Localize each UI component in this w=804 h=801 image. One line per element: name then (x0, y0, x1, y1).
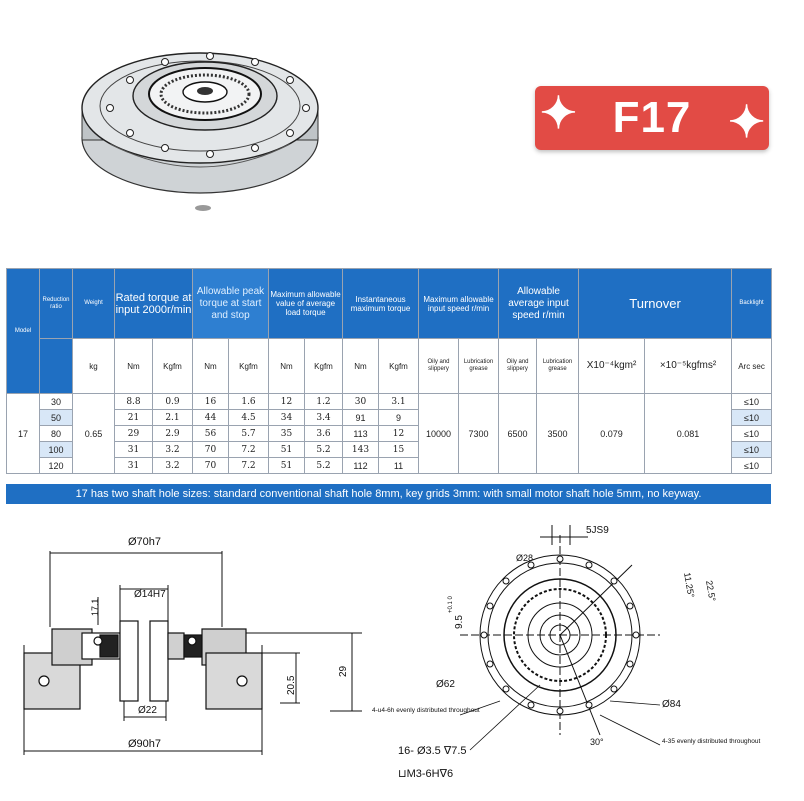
holes-16: 16- Ø3.5 ∇7.5 (398, 745, 467, 757)
table-cell: 29 (115, 426, 153, 442)
dim-28: Ø28 (516, 553, 534, 563)
table-cell: 8.8 (115, 394, 153, 410)
table-cell: ≤10 (732, 426, 772, 442)
header-avg-input-speed: Allowable average input speed r/min (499, 269, 579, 339)
table-cell: 4.5 (229, 410, 269, 426)
dim-11-25: 11.25° (682, 571, 697, 599)
table-cell: 5.2 (305, 458, 343, 474)
table-cell: 56 (193, 426, 229, 442)
header-weight: Weight (73, 269, 115, 339)
table-cell: 50 (40, 410, 73, 426)
table-cell: 0.65 (73, 394, 115, 474)
table-cell: 2.9 (153, 426, 193, 442)
table-cell: 2.1 (153, 410, 193, 426)
table-cell: 44 (193, 410, 229, 426)
table-cell: 7.2 (229, 442, 269, 458)
table-cell: 3.2 (153, 442, 193, 458)
table-cell: 80 (40, 426, 73, 442)
table-cell: 51 (269, 458, 305, 474)
header-reduction: Reduction ratio (40, 269, 73, 339)
table-cell: 1.2 (305, 394, 343, 410)
table-cell: 70 (193, 442, 229, 458)
header-instant-torque: Instantaneous maximum torque (343, 269, 419, 339)
header-peak-torque: Allowable peak torque at start and stop (193, 269, 269, 339)
table-cell: 15 (379, 442, 419, 458)
table-cell: 12 (379, 426, 419, 442)
table-cell: 35 (269, 426, 305, 442)
table-cell: 0.081 (645, 394, 732, 474)
table-cell: 0.079 (579, 394, 645, 474)
table-cell: 17 (7, 394, 40, 474)
header-avg-load-torque: Maximum allowable value of average load torque (269, 269, 343, 339)
model-badge (535, 86, 769, 150)
note-holes-2: 4-35 evenly distributed throughout (662, 738, 761, 745)
table-cell: 3500 (537, 394, 579, 474)
dim-29: 29 (338, 665, 349, 677)
dim-5js9: 5JS9 (586, 525, 609, 536)
unit-inertia-kgm2: X10⁻⁴kgm² (579, 339, 645, 394)
table-cell: ≤10 (732, 442, 772, 458)
table-row (7, 394, 772, 410)
dim-84: Ø84 (662, 699, 681, 710)
dim-70h7: Ø70h7 (128, 536, 162, 548)
table-cell: 120 (40, 458, 73, 474)
table-cell: 31 (115, 442, 153, 458)
tol-9-5: +0.1 0 (448, 596, 454, 613)
dim-20-5: 20.5 (286, 675, 297, 695)
table-cell: 34 (269, 410, 305, 426)
unit-inertia-kgfms2: ×10⁻⁵kgfms² (645, 339, 732, 394)
table-cell: 7300 (459, 394, 499, 474)
table-cell: 51 (269, 442, 305, 458)
unit-kg: kg (73, 339, 115, 394)
header-turnover: Turnover (579, 269, 732, 339)
table-cell: 3.4 (305, 410, 343, 426)
table-cell: 31 (115, 458, 153, 474)
header-backlight: Backlight (732, 269, 772, 339)
table-cell: 1.6 (229, 394, 269, 410)
table-cell: 3.6 (305, 426, 343, 442)
header-max-input-speed: Maximum allowable input speed r/min (419, 269, 499, 339)
table-cell: 7.2 (229, 458, 269, 474)
model-badge-label: F17 (612, 93, 692, 142)
table-cell: 70 (193, 458, 229, 474)
dim-22: Ø22 (138, 705, 157, 716)
table-cell: ≤10 (732, 458, 772, 474)
shaft-hole-note: 17 has two shaft hole sizes: standard conventional shaft hole 8mm, key grids 3mm: with small motor shaft hole 5mm, no keyway. (6, 484, 771, 504)
table-cell: ≤10 (732, 410, 772, 426)
dim-22-5: 22.5° (704, 579, 718, 603)
table-cell: 100 (40, 442, 73, 458)
table-cell: 143 (343, 442, 379, 458)
table-cell: 5.2 (305, 442, 343, 458)
table-cell: 0.9 (153, 394, 193, 410)
table-cell: 5.7 (229, 426, 269, 442)
table-cell: 30 (343, 394, 379, 410)
dim-17-1: 17.1 (90, 598, 100, 616)
harmonic-reducer-photo (70, 18, 350, 218)
sparkle-icon: ✦ (540, 89, 578, 138)
thread-m3: ⊔M3-6H∇6 (398, 768, 454, 780)
table-cell: 3.2 (153, 458, 193, 474)
sparkle-icon: ✦ (728, 98, 766, 147)
header-rated-torque: Rated torque at input 2000r/min (115, 269, 193, 339)
table-cell: 10000 (419, 394, 459, 474)
note-holes-1: 4-u4-6h evenly distributed throughout (372, 707, 480, 714)
dim-30: 30° (590, 737, 604, 747)
table-cell: 113 (343, 426, 379, 442)
table-cell: 21 (115, 410, 153, 426)
table-cell: 30 (40, 394, 73, 410)
table-cell: 9 (379, 410, 419, 426)
dim-14h7: Ø14H7 (134, 589, 166, 600)
table-cell: 12 (269, 394, 305, 410)
table-cell: 16 (193, 394, 229, 410)
header-model: Model (7, 269, 40, 394)
section-body (24, 621, 262, 709)
dim-9-5: 9.5 (454, 615, 465, 629)
dim-62: Ø62 (436, 679, 455, 690)
table-cell: 11 (379, 458, 419, 474)
table-cell: 3.1 (379, 394, 419, 410)
spec-table: Model Reduction ratio Weight Rated torque at input 2000r/min Allowable peak torque at start and stop Maximum allowable value of average load torque Instantaneous maximum torque Maximum allowable input speed r/min Allowable average input speed r/min Turnover Backlight kg Nm Kgfm Nm Kgfm Nm Kgfm Nm Kgfm Oily and slippery Lubrication grease Oily and slippery Lubrication grease X10⁻⁴kgm² ×10⁻⁵kgfms² Arc sec 17 30 0.65 8.8 0.9 16 1.6 12 1.2 30 3.1 10000 7300 6500 3500 0.079 0.081 ≤10 50 21 2.1 44 4.5 34 3.4 91 9 ≤10 80 29 2.9 56 5.7 35 3.6 113 12 ≤10 100 31 3.2 70 7.2 51 5.2 143 15 ≤10 120 31 3.2 70 7.2 51 5.2 112 11 ≤10 (6, 268, 772, 474)
technical-drawing (0, 505, 804, 801)
table-cell: 112 (343, 458, 379, 474)
table-cell: 6500 (499, 394, 537, 474)
table-cell: ≤10 (732, 394, 772, 410)
dim-90h7: Ø90h7 (128, 738, 162, 750)
table-cell: 91 (343, 410, 379, 426)
